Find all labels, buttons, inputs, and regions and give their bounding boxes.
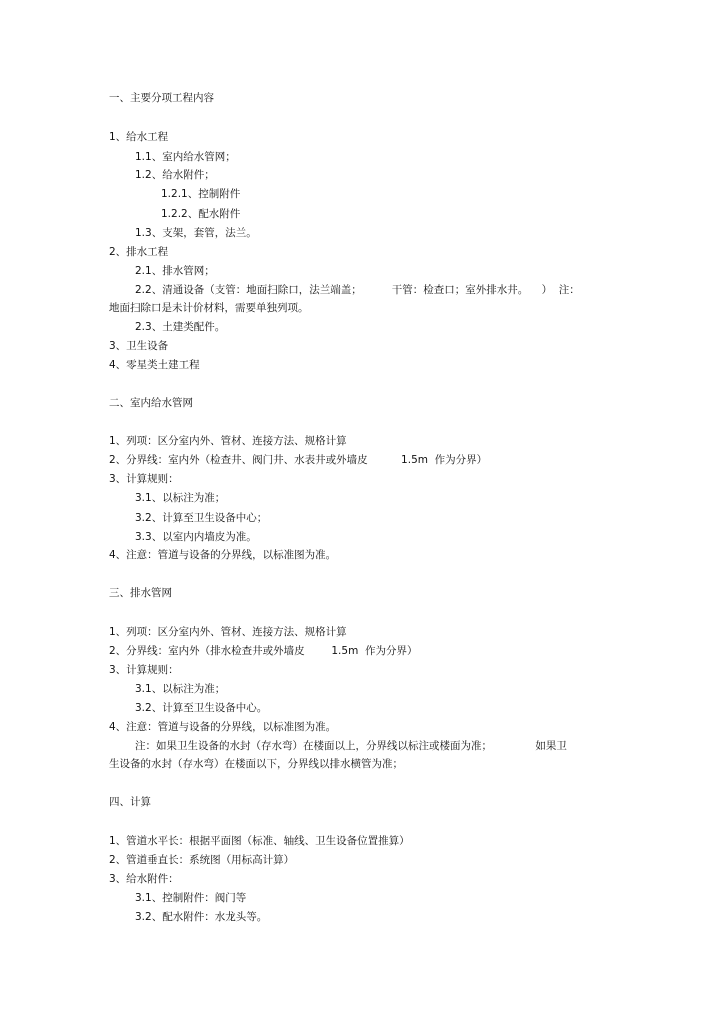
list-item: 1.1、室内给水管网； [135,151,236,163]
list-item: 1、列项：区分室内外、管材、连接方法、规格计算 [109,435,347,447]
list-item: 1、列项：区分室内外、管材、连接方法、规格计算 [109,626,347,638]
list-item: 1.2.2、配水附件 [161,208,241,220]
list-item: 3、给水附件： [109,873,179,885]
section-heading: 一、主要分项工程内容 [109,92,214,104]
list-item: 1.2.1、控制附件 [161,188,241,200]
list-item: 2、分界线：室内外（排水检查井或外墙皮 1.5m 作为分界） [109,645,418,657]
list-item: 1.3、支架，套管，法兰。 [135,227,257,239]
list-item: 3.1、控制附件：阀门等 [135,892,247,904]
list-item: 3.2、配水附件：水龙头等。 [135,911,268,923]
list-item: 2.1、排水管网； [135,265,215,277]
list-item: 3.1、以标注为准； [135,683,226,695]
list-item: 3、计算规则： [109,473,179,485]
list-item: 2.2、清通设备（支管：地面扫除口，法兰端盖； 干管：检查口；室外排水井。 ） 注： [135,284,580,296]
section-heading: 四、计算 [109,796,151,808]
list-item: 4、零星类土建工程 [109,359,200,371]
section-heading: 二、室内给水管网 [109,397,193,409]
list-item: 3、卫生设备 [109,340,169,352]
note-text: 注：如果卫生设备的水封（存水弯）在楼面以上，分界线以标注或楼面为准； 如果卫 [135,740,567,752]
list-item: 3.3、以室内内墙皮为准。 [135,531,257,543]
note-text: 生设备的水封（存水弯）在楼面以下，分界线以排水横管为准； [109,758,403,770]
list-item: 3、计算规则： [109,664,179,676]
list-item: 地面扫除口是未计价材料，需要单独列项。 [109,302,309,314]
list-item: 1、给水工程 [109,131,169,143]
list-item: 2.3、土建类配件。 [135,321,226,333]
list-item: 2、管道垂直长：系统图（用标高计算） [109,854,295,866]
list-item: 3.2、计算至卫生设备中心。 [135,702,268,714]
list-item: 3.1、以标注为准； [135,492,226,504]
list-item: 4、注意：管道与设备的分界线，以标准图为准。 [109,721,337,733]
list-item: 2、分界线：室内外（检查井、阀门井、水表井或外墙皮 1.5m 作为分界） [109,454,488,466]
list-item: 3.2、计算至卫生设备中心； [135,512,268,524]
list-item: 1.2、给水附件； [135,169,215,181]
list-item: 1、管道水平长：根据平面图（标准、轴线、卫生设备位置推算） [109,835,410,847]
section-heading: 三、排水管网 [109,587,172,599]
list-item: 4、注意：管道与设备的分界线，以标准图为准。 [109,549,337,561]
list-item: 2、排水工程 [109,246,169,258]
